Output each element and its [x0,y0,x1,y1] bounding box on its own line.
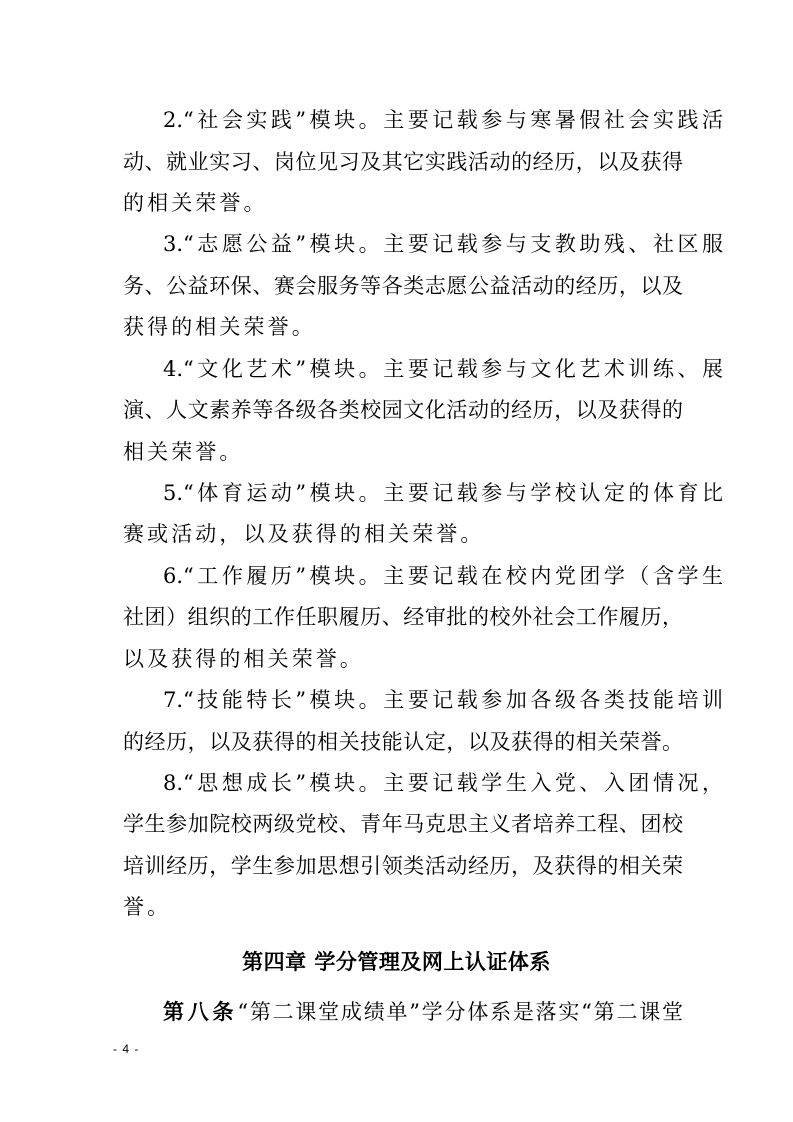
paragraph-3-line-3: 相关荣誉。 [123,440,244,464]
paragraph-7-line-3: 培训经历，学生参加思想引领类活动经历，及获得的相关荣 [123,854,683,878]
paragraph-3-line-2: 演、人文素养等各级各类校园文化活动的经历，以及获得的 [123,398,683,422]
paragraph-1-line-1: 2.“社会实践”模块。主要记载参与寒暑假社会实践活 [163,108,723,132]
paragraph-7-line-4: 誉。 [123,895,172,919]
paragraph-1-line-3: 的相关荣誉。 [123,191,268,215]
paragraph-6-line-1: 7.“技能特长”模块。主要记载参加各级各类技能培训 [163,688,723,712]
paragraph-3-line-1: 4.“文化艺术”模块。主要记载参与文化艺术训练、展 [163,357,723,381]
paragraph-1-line-2: 动、就业实习、岗位见习及其它实践活动的经历，以及获得 [123,150,683,174]
paragraph-5-line-2: 社团）组织的工作任职履历、经审批的校外社会工作履历， [123,605,683,629]
paragraph-5-line-1: 6.“工作履历”模块。主要记载在校内党团学（含学生 [163,564,723,588]
page-number: - 4 - [113,1042,140,1056]
paragraph-6-line-2: 的经历，以及获得的相关技能认定，以及获得的相关荣誉。 [123,730,683,754]
paragraph-4-line-2: 赛或活动，以及获得的相关荣誉。 [123,522,485,546]
paragraph-4-line-1: 5.“体育运动”模块。主要记载参与学校认定的体育比 [163,481,723,505]
chapter-heading: 第四章 学分管理及网上认证体系 [242,950,551,974]
paragraph-2-line-2: 务、公益环保、赛会服务等各类志愿公益活动的经历，以及 [123,274,683,298]
article-line [163,997,683,1027]
paragraph-2-line-3: 获得的相关荣誉。 [123,315,316,339]
paragraph-2-line-1: 3.“志愿公益”模块。主要记载参与支教助残、社区服 [163,232,723,256]
article-text: “第二课堂成绩单”学分体系是落实“第二课堂 [237,1000,683,1024]
paragraph-5-line-3: 以及获得的相关荣誉。 [123,647,364,671]
paragraph-7-line-1: 8.“思想成长”模块。主要记载学生入党、入团情况， [163,771,723,795]
article-label: 第八条 [163,1000,238,1024]
paragraph-7-line-2: 学生参加院校两级党校、青年马克思主义者培养工程、团校 [123,812,683,836]
